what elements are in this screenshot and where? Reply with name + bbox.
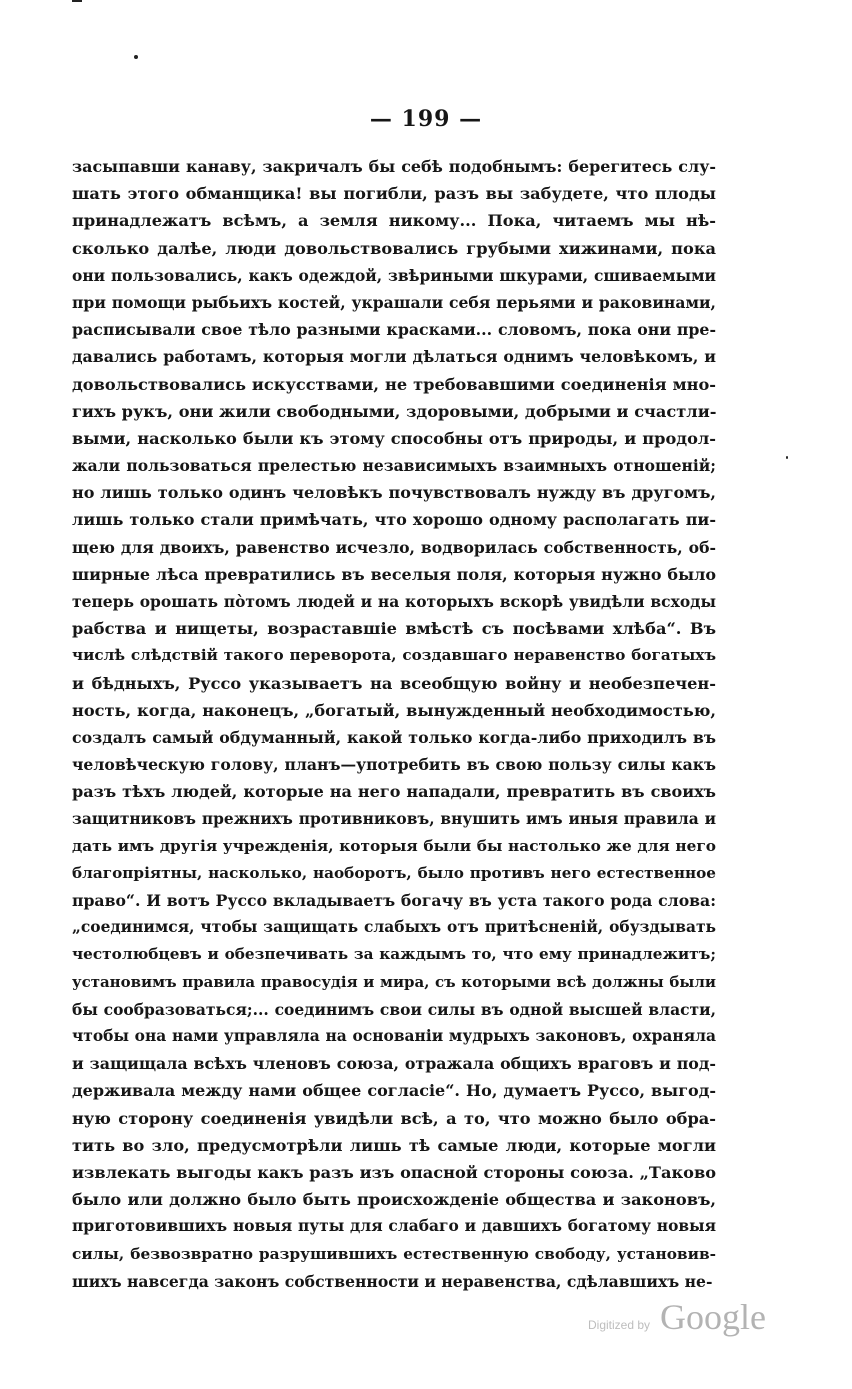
text-line: благопріятны, насколько, наоборотъ, было противъ него естественное: [72, 863, 716, 882]
text-line: рабства и нищеты, возраставшіе вмѣстѣ съ посѣвами хлѣба“. Въ: [72, 619, 716, 639]
google-logo: Google: [660, 1297, 766, 1337]
text-line: ность, когда, наконецъ, „богатый, вынужденный необходимостью,: [72, 700, 716, 720]
text-line: приготовившихъ новыя путы для слабаго и давшихъ богатому новыя: [72, 1217, 716, 1236]
text-line: сколько далѣе, люди довольствовались грубыми хижинами, пока: [72, 238, 716, 258]
text-line: жали пользоваться прелестью независимыхъ взаимныхъ отношеній;: [72, 456, 716, 476]
text-line: бы сообразоваться;... соединимъ свои силы въ одной высшей власти,: [72, 999, 716, 1019]
text-line: гихъ рукъ, они жили свободными, здоровыми, добрыми и счастли-: [72, 401, 717, 421]
text-line: установимъ правила правосудія и мира, съ которыми всѣ должны были: [72, 972, 716, 991]
text-line: „соединимся, чтобы защищать слабыхъ отъ притѣсненій, обуздывать: [72, 918, 716, 937]
text-line: расписывали свое тѣло разными красками... словомъ, пока они пре-: [72, 320, 716, 340]
text-line: теперь орошать пòтомъ людей и на которыхъ вскорѣ увидѣли всходы: [72, 592, 716, 611]
body-text: [72, 153, 716, 1295]
text-line: чтобы она нами управляла на основаніи мудрыхъ законовъ, охраняла: [72, 1027, 716, 1045]
text-line: числѣ слѣдствій такого переворота, создавшаго неравенство богатыхъ: [72, 646, 716, 665]
text-line: и бѣдныхъ, Руссо указываетъ на всеобщую войну и необезпечен-: [72, 673, 716, 693]
digitized-by-google-watermark: [588, 1296, 778, 1342]
watermark-prefix: Digitized by: [588, 1318, 651, 1332]
text-line: довольствовались искусствами, не требовавшими соединенія мно-: [72, 374, 716, 394]
text-line: шать этого обманщика! вы погибли, разъ вы забудете, что плоды: [72, 184, 716, 204]
text-line: ширные лѣса превратились въ веселыя поля, которыя нужно было: [72, 564, 716, 584]
text-line: дать имъ другія учрежденія, которыя были бы настолько же для него: [72, 836, 716, 855]
text-line: и защищала всѣхъ членовъ союза, отражала общихъ враговъ и под-: [72, 1054, 716, 1074]
text-line: засыпавши канаву, закричалъ бы себѣ подобнымъ: берегитесь слу-: [72, 157, 716, 176]
text-line: ную сторону соединенія увидѣли всѣ, а то, что можно было обра-: [72, 1108, 716, 1128]
text-line: извлекать выгоды какъ разъ изъ опасной стороны союза. „Таково: [72, 1162, 716, 1182]
text-line: было или должно было быть происхожденіе общества и законовъ,: [72, 1190, 716, 1210]
text-line: силы, безвозвратно разрушившихъ естественную свободу, установив-: [72, 1244, 716, 1263]
text-line: тить во зло, предусмотрѣли лишь тѣ самые люди, которые могли: [72, 1135, 716, 1155]
scan-speck: [134, 55, 138, 59]
text-line: принадлежатъ всѣмъ, а земля никому... Пока, читаемъ мы нѣ-: [72, 211, 716, 231]
scan-speck: [72, 0, 82, 2]
text-line: человѣческую голову, планъ—употребить въ свою пользу силы какъ: [72, 755, 716, 775]
scan-speck: [786, 456, 788, 459]
text-line: лишь только стали примѣчать, что хорошо одному располагать пи-: [72, 510, 716, 530]
text-line: давались работамъ, которыя могли дѣлаться однимъ человѣкомъ, и: [72, 347, 716, 367]
text-line: они пользовались, какъ одеждой, звѣриными шкурами, сшиваемыми: [72, 265, 716, 285]
text-line: шихъ навсегда законъ собственности и неравенства, сдѣлавшихъ не-: [72, 1271, 713, 1291]
text-line: честолюбцевъ и обезпечивать за каждымъ то, что ему принадлежитъ;: [72, 945, 716, 964]
text-line: но лишь только одинъ человѣкъ почувствовалъ нужду въ другомъ,: [72, 483, 716, 503]
text-line: защитниковъ прежнихъ противниковъ, внушить имъ иныя правила и: [72, 809, 716, 828]
text-line: выми, насколько были къ этому способны отъ природы, и продол-: [72, 428, 716, 448]
text-line: щею для двоихъ, равенство исчезло, водворилась собственность, об-: [72, 537, 716, 557]
page-number: — 199 —: [369, 106, 483, 132]
text-line: создалъ самый обдуманный, какой только когда-либо приходилъ въ: [72, 727, 716, 747]
text-line: держивала между нами общее согласіе“. Но, думаетъ Руссо, выгод-: [72, 1081, 716, 1101]
text-line: при помощи рыбьихъ костей, украшали себя перьями и раковинами,: [72, 292, 716, 312]
text-line: право“. И вотъ Руссо вкладываетъ богачу въ уста такого рода слова:: [72, 891, 716, 911]
text-line: разъ тѣхъ людей, которые на него нападали, превратить въ своихъ: [72, 782, 716, 802]
